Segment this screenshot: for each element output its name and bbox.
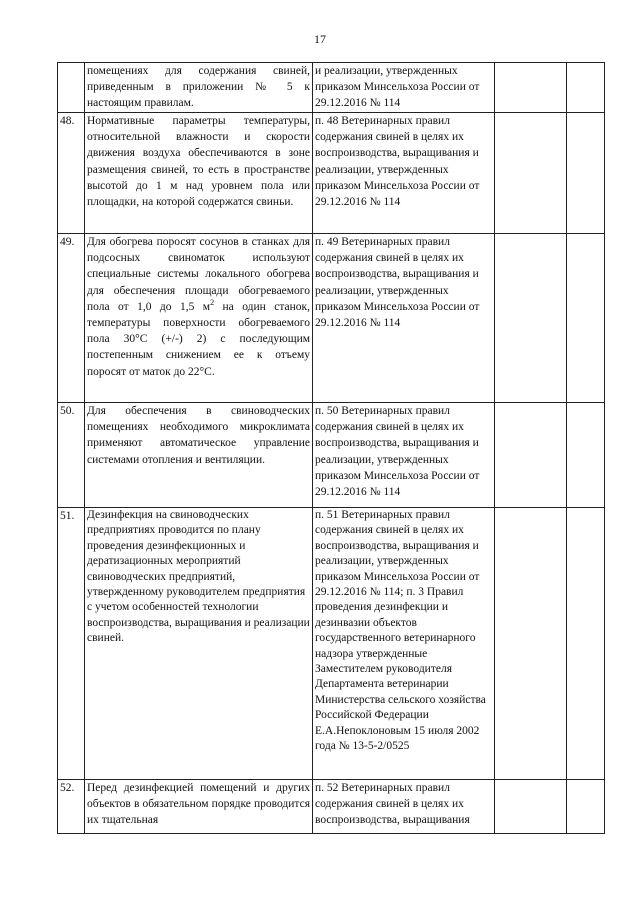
requirement-text: на один станок, температуры поверхности обогреваемого пола 30°С (+/-) 2) с последующим постепенным снижением ее к отъему поросят от маток до 22°С. — [87, 300, 310, 378]
requirement-cell — [85, 234, 313, 403]
source-text: Заместителем руководителя Департамента ветеринарии Министерства сельского хозяйства Российской Федерации Е.А.Непоклоновым 15 июля 2002 года № 13-5-2/0525 — [315, 663, 486, 753]
source-cell: п. 48 Ветеринарных правил содержания свиней в целях их воспроизводства, выращивания и реализации, утвержденных приказом Минсельхоза России от 29.12.2016 № 114 — [313, 113, 495, 234]
requirement-cell: Дезинфекция на свиноводческих предприятиях проводится по плану проведения дезинфекционных и дератизационных мероприятий свиноводческих предприятий, утвержденному руководителем предприятия с учетом особенностей технологии воспроизводства, выращивания и реализации свиней. — [85, 508, 313, 780]
requirement-cell: помещениях для содержания свиней, приведенным в приложении № 5 к настоящим правилам. — [85, 63, 313, 113]
empty-cell — [567, 403, 605, 508]
row-number-cell: 52. — [58, 780, 85, 834]
row-number-cell — [58, 63, 85, 113]
requirements-table — [57, 62, 605, 834]
source-cell: п. 50 Ветеринарных правил содержания свиней в целях их воспроизводства, выращивания и реализации, утвержденных приказом Минсельхоза России от 29.12.2016 № 114 — [313, 403, 495, 508]
empty-cell — [495, 780, 567, 834]
empty-cell — [495, 113, 567, 234]
empty-cell — [567, 508, 605, 780]
row-number-cell: 49. — [58, 234, 85, 403]
row-number-cell: 50. — [58, 403, 85, 508]
source-cell: п. 49 Ветеринарных правил содержания свиней в целях их воспроизводства, выращивания и реализации, утвержденных приказом Минсельхоза России от 29.12.2016 № 114 — [313, 234, 495, 403]
row-number-cell: 48. — [58, 113, 85, 234]
row-number-cell: 51. — [58, 508, 85, 780]
requirement-cell: Перед дезинфекцией помещений и других объектов в обязательном порядке проводится их тщательная — [85, 780, 313, 834]
table-row — [58, 508, 605, 780]
empty-cell — [567, 234, 605, 403]
table-row — [58, 113, 605, 234]
source-cell: п. 52 Ветеринарных правил содержания свиней в целях их воспроизводства, выращивания — [313, 780, 495, 834]
empty-cell — [567, 780, 605, 834]
empty-cell — [495, 403, 567, 508]
superscript: 2 — [210, 297, 215, 307]
table-row — [58, 780, 605, 834]
empty-cell — [567, 113, 605, 234]
requirement-cell: Нормативные параметры температуры, относительной влажности и скорости движения воздуха обеспечиваются в зоне размещения свиней, то есть в пространстве высотой до 1 м над уровнем пола или площадки, на которой содержатся свиньи. — [85, 113, 313, 234]
table-row — [58, 63, 605, 113]
empty-cell — [567, 63, 605, 113]
table-row — [58, 234, 605, 403]
empty-cell — [495, 508, 567, 780]
requirement-cell: Для обеспечения в свиноводческих помещениях необходимого микроклимата применяют автоматическое управление системами отопления и вентиляции. — [85, 403, 313, 508]
requirement-text: Для обогрева поросят сосунов в станках для подсосных свиноматок используют специальные системы локального обогрева для обеспечения площади обогреваемого пола от 1,0 до 1,5 м — [87, 236, 310, 313]
source-text: п. 51 Ветеринарных правил содержания свиней в целях их воспроизводства, выращивания и реализации, утвержденных приказом Минсельхоза России от 29.12.2016 № 114; п. 3 Правил проведения дезинфекции и дезинвазии объектов государственного ветеринарного надзора утвержденные — [315, 509, 480, 660]
page-number: 17 — [314, 32, 326, 46]
empty-cell — [495, 63, 567, 113]
empty-cell — [495, 234, 567, 403]
source-cell — [313, 508, 495, 780]
source-cell: и реализации, утвержденных приказом Минсельхоза России от 29.12.2016 № 114 — [313, 63, 495, 113]
table-row — [58, 403, 605, 508]
